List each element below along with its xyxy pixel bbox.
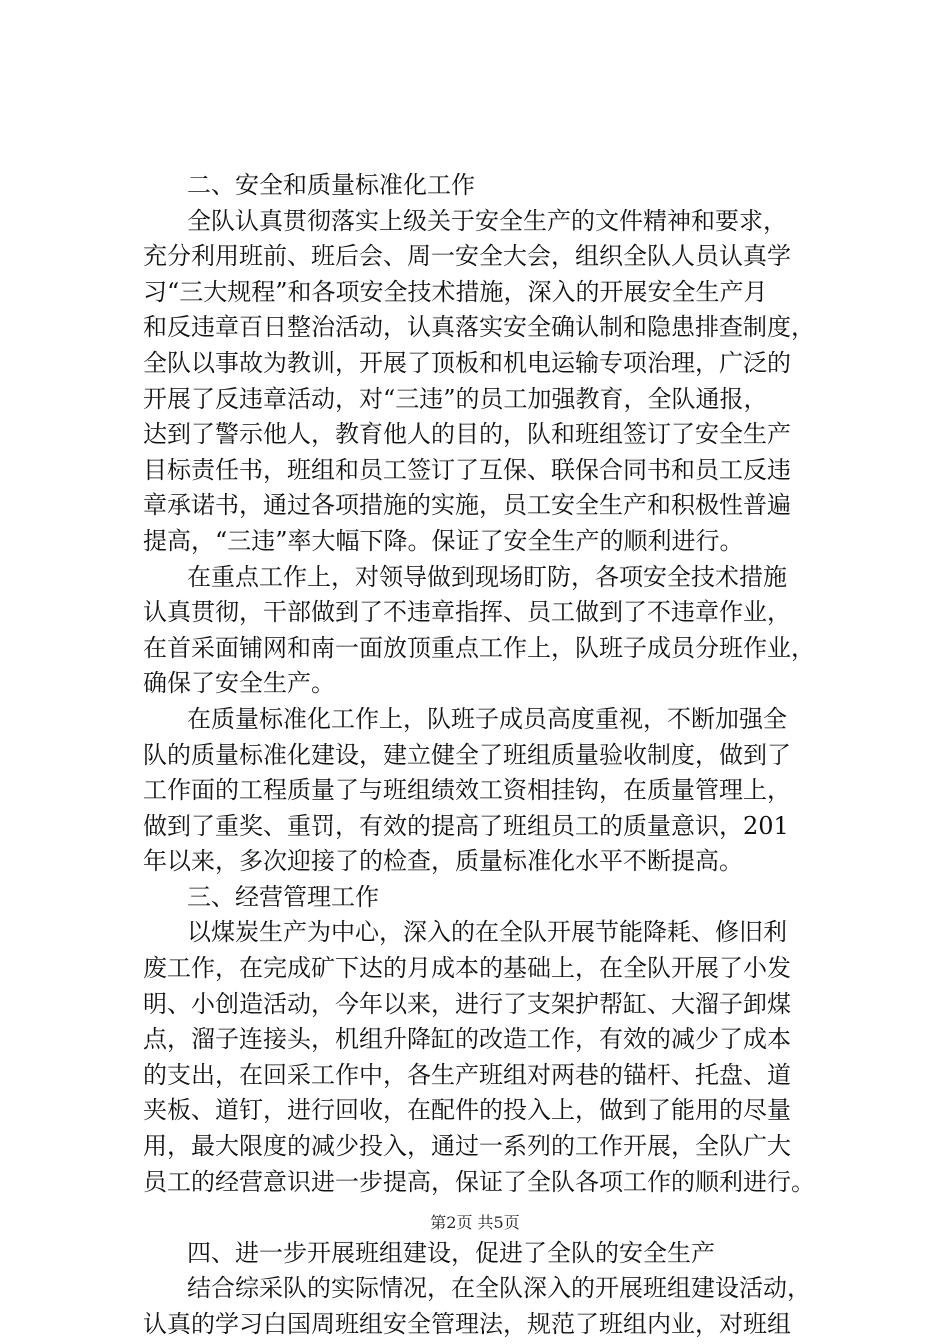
text-line: 点，溜子连接头，机组升降缸的改造工作，有效的减少了成本 [143, 1025, 791, 1054]
text-line: 充分利用班前、班后会、周一安全大会，组织全队人员认真学 [143, 242, 791, 271]
text-line: 在首采面铺网和南一面放顶重点工作上，队班子成员分班作业， [143, 633, 815, 662]
page-footer: 第2页 共5页 [430, 1213, 520, 1232]
section-heading: 二、安全和质量标准化工作 [187, 171, 475, 199]
text-line: 的支出，在回采工作中，各生产班组对两巷的锚杆、托盘、道 [143, 1060, 791, 1089]
text-line: 以煤炭生产为中心，深入的在全队开展节能降耗、修旧利 [187, 918, 787, 947]
paragraph [143, 560, 833, 702]
text-line: 夹板、道钉，进行回收，在配件的投入上，做到了能用的尽量 [143, 1096, 791, 1125]
text-line: 习“三大规程”和各项安全技术措施，深入的开展安全生产月 [143, 277, 768, 306]
text-line: 明、小创造活动，今年以来，进行了支架护帮缸、大溜子卸煤 [143, 989, 791, 1018]
document-body [143, 168, 833, 1343]
text-line: 目标责任书，班组和员工签订了互保、联保合同书和员工反违 [143, 455, 791, 484]
text-line: 做到了重奖、重罚，有效的提高了班组员工的质量意识，201 [143, 811, 789, 840]
text-line: 确保了安全生产。 [143, 669, 335, 698]
text-line: 全队以事故为教训，开展了顶板和机电运输专项治理，广泛的 [143, 348, 791, 377]
text-line: 工作面的工程质量了与班组绩效工资相挂钩，在质量管理上， [143, 776, 791, 805]
text-line: 结合综采队的实际情况，在全队深入的开展班组建设活动， [187, 1274, 811, 1303]
text-line: 和反违章百日整治活动，认真落实安全确认制和隐患排查制度， [143, 313, 815, 342]
paragraph [143, 1271, 833, 1342]
text-line: 提高，“三违”率大幅下降。保证了安全生产的顺利进行。 [143, 526, 744, 555]
paragraph [143, 915, 833, 1200]
section-heading: 四、进一步开展班组建设，促进了全队的安全生产 [187, 1238, 715, 1267]
paragraph [143, 204, 833, 560]
text-line: 在重点工作上，对领导做到现场盯防，各项安全技术措施 [187, 562, 787, 591]
text-line: 用，最大限度的减少投入，通过一系列的工作开展，全队广大 [143, 1132, 791, 1161]
text-line: 章承诺书，通过各项措施的实施，员工安全生产和积极性普遍 [143, 491, 791, 520]
text-line: 达到了警示他人，教育他人的目的，队和班组签订了安全生产 [143, 420, 791, 449]
section-heading: 三、经营管理工作 [187, 882, 379, 911]
text-line: 队的质量标准化建设，建立健全了班组质量验收制度，做到了 [143, 740, 791, 769]
paragraph [143, 702, 833, 880]
text-line: 废工作，在完成矿下达的月成本的基础上，在全队开展了小发 [143, 954, 791, 983]
text-line: 在质量标准化工作上，队班子成员高度重视，不断加强全 [187, 704, 787, 733]
text-line: 员工的经营意识进一步提高，保证了全队各项工作的顺利进行。 [143, 1167, 815, 1196]
text-line: 开展了反违章活动，对“三违”的员工加强教育，全队通报， [143, 384, 768, 413]
text-line: 年以来，多次迎接了的检查，质量标准化水平不断提高。 [143, 847, 743, 876]
text-line: 全队认真贯彻落实上级关于安全生产的文件精神和要求， [187, 206, 787, 235]
text-line: 认真的学习白国周班组安全管理法，规范了班组内业，对班组 [143, 1310, 791, 1338]
text-line: 认真贯彻，干部做到了不违章指挥、员工做到了不违章作业， [143, 598, 791, 627]
